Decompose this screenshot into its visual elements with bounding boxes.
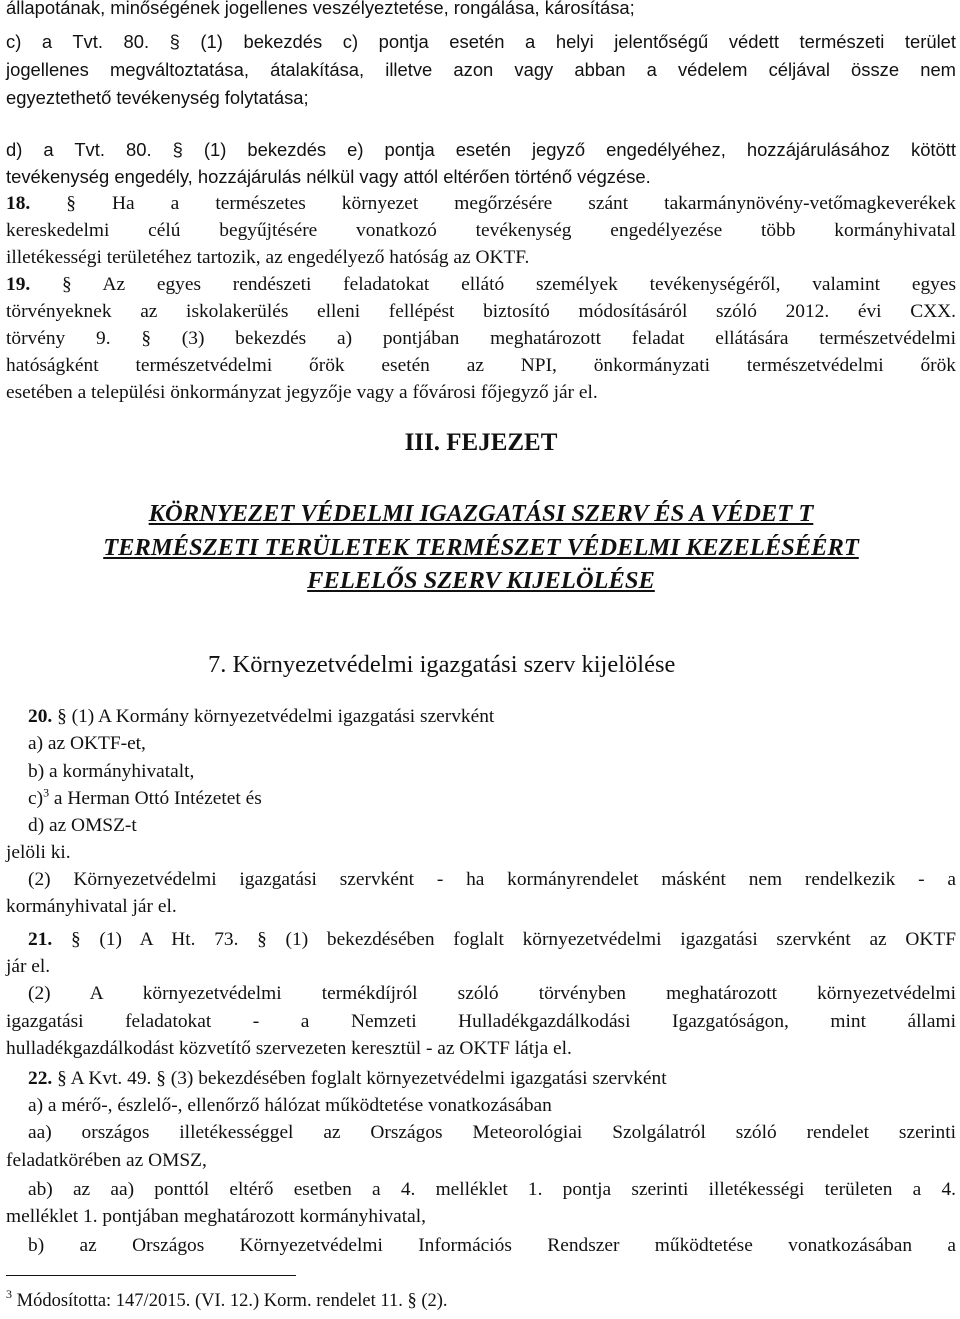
list-item-label: c) xyxy=(28,788,44,809)
paragraph-text: § (1) A Ht. 73. § (1) bekezdésében foglalt környezetvédelmi igazgatási szervként az OKTF xyxy=(52,929,956,950)
paragraph-text: § A Kvt. 49. § (3) bekezdésében foglalt környezetvédelmi igazgatási szervként xyxy=(52,1068,667,1089)
section-heading: 7. Környezetvédelmi igazgatási szerv kijelölése xyxy=(208,651,676,678)
text-line: kereskedelmi célú begyűjtésére vonatkozó tevékenység engedélyezése több kormányhivatal xyxy=(6,220,956,241)
paragraph-18-line xyxy=(6,193,956,215)
list-item xyxy=(28,785,262,810)
paragraph-22-line xyxy=(28,1068,667,1090)
footnote-text: Módosította: 147/2015. (VI. 12.) Korm. rendelet 11. § (2). xyxy=(12,1291,448,1311)
paragraph-text: § (1) A Kormány környezetvédelmi igazgatási szervként xyxy=(52,706,495,727)
chapter-title-line: KÖRNYEZET VÉDELMI IGAZGATÁSI SZERV ÉS A VÉDET T xyxy=(148,500,814,527)
chapter-heading: III. FEJEZET xyxy=(404,429,558,456)
text-line: hulladékgazdálkodást közvetítő szervezeten keresztül - az OKTF látja el. xyxy=(6,1038,572,1059)
paragraph-number: 20. xyxy=(28,706,53,727)
text-line: aa) országos illetékességgel az Országos Meteorológiai Szolgálatról szóló rendelet szerinti xyxy=(28,1122,956,1143)
text-line: egyeztethető tevékenység folytatása; xyxy=(6,87,309,108)
text-line: (2) Környezetvédelmi igazgatási szervként - ha kormányrendelet másként nem rendelkezik - a xyxy=(28,869,956,890)
chapter-title-line: TERMÉSZETI TERÜLETEK TERMÉSZET VÉDELMI KEZELÉSÉÉRT xyxy=(103,534,859,561)
footnote xyxy=(6,1287,448,1312)
paragraph-number: 22. xyxy=(28,1068,53,1089)
paragraph-number: 19. xyxy=(6,274,31,295)
text-line: (2) A környezetvédelmi termékdíjról szóló törvényben meghatározott környezetvédelmi xyxy=(28,983,956,1004)
text-line: jogellenes megváltoztatása, átalakítása, illetve azon vagy abban a védelem céljával össze nem xyxy=(6,59,956,80)
list-item: a) a mérő-, észlelő-, ellenőrző hálózat működtetése vonatkozásában xyxy=(28,1095,552,1116)
list-item: a) az OKTF-et, xyxy=(28,733,146,754)
text-line: c) a Tvt. 80. § (1) bekezdés c) pontja esetén a helyi jelentőségű védett természeti terület xyxy=(6,31,956,52)
text-line: ab) az aa) ponttól eltérő esetben a 4. melléklet 1. pontja szerinti illetékességi területen a 4. xyxy=(28,1179,956,1200)
paragraph-text: § Ha a természetes környezet megőrzésére szánt takarmánynövény-vetőmagkeverékek xyxy=(30,193,956,214)
paragraph-20-line xyxy=(28,706,494,728)
list-item-text: a Herman Ottó Intézetet és xyxy=(49,788,262,809)
footnote-ref[interactable]: 3 xyxy=(43,785,50,800)
text-line: törvény 9. § (3) bekezdés a) pontjában meghatározott feladat ellátására természetvédelmi xyxy=(6,328,956,349)
text-line: törvényeknek az iskolakerülés elleni fellépést biztosító módosításáról szóló 2012. évi CXX. xyxy=(6,301,956,322)
footnote-separator xyxy=(6,1275,296,1276)
text-line: állapotának, minőségének jogellenes veszélyeztetése, rongálása, károsítása; xyxy=(6,0,635,18)
paragraph-number: 18. xyxy=(6,193,31,214)
text-line: d) a Tvt. 80. § (1) bekezdés e) pontja esetén jegyző engedélyéhez, hozzájárulásához kötött xyxy=(6,139,956,160)
text-line: tevékenység engedély, hozzájárulás nélkül vagy attól eltérően történő végzése. xyxy=(6,166,651,187)
text-line: melléklet 1. pontjában meghatározott kormányhivatal, xyxy=(6,1206,426,1227)
footnote-number: 3 xyxy=(6,1287,12,1301)
text-line: igazgatási feladatokat - a Nemzeti Hulladékgazdálkodási Igazgatóságon, mint állami xyxy=(6,1011,956,1032)
text-line: hatóságként természetvédelmi őrök esetén az NPI, önkormányzati természetvédelmi őrök xyxy=(6,355,956,376)
paragraph-number: 21. xyxy=(28,929,53,950)
list-item: b) a kormányhivatalt, xyxy=(28,761,195,782)
text-line: feladatkörében az OMSZ, xyxy=(6,1150,207,1171)
list-item: d) az OMSZ-t xyxy=(28,815,137,836)
text-line: illetékességi területéhez tartozik, az engedélyező hatóság az OKTF. xyxy=(6,247,530,268)
text-line: esetében a települési önkormányzat jegyzője vagy a fővárosi főjegyző jár el. xyxy=(6,382,598,403)
text-line: b) az Országos Környezetvédelmi Információs Rendszer működtetése vonatkozásában a xyxy=(28,1235,956,1256)
text-line: jelöli ki. xyxy=(6,842,71,863)
paragraph-19-line xyxy=(6,274,956,296)
text-line: jár el. xyxy=(6,956,51,977)
paragraph-21-line xyxy=(28,929,956,951)
paragraph-text: § Az egyes rendészeti feladatokat ellátó személyek tevékenységéről, valamint egyes xyxy=(30,274,956,295)
text-line: kormányhivatal jár el. xyxy=(6,896,177,917)
chapter-title-line: FELELŐS SZERV KIJELÖLÉSE xyxy=(307,567,655,594)
